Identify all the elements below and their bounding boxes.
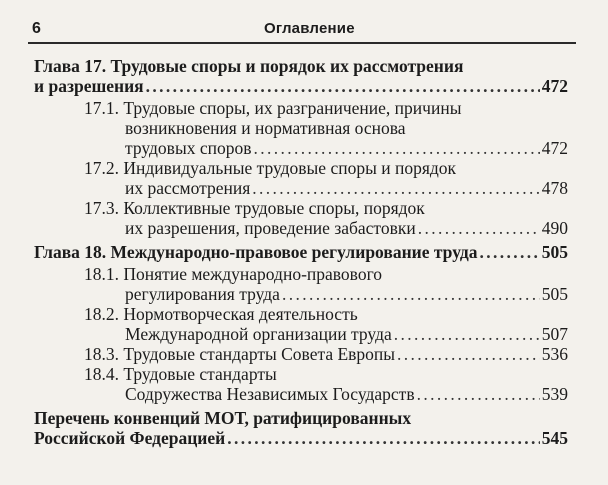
section-number: 18.3. — [84, 344, 119, 364]
leader-dots — [252, 178, 539, 198]
leader-dots — [418, 218, 540, 238]
page-ref: 505 — [541, 284, 568, 304]
page-ref: 505 — [541, 242, 568, 262]
leader-dots — [253, 138, 539, 158]
section-title-line: трудовых споров — [125, 138, 252, 158]
section-title-line: Коллективные трудовые споры, порядок — [123, 198, 425, 218]
toc-entry-18-2[interactable] — [125, 324, 568, 344]
section-number: 18.1. — [84, 264, 119, 284]
toc-entry-17-2[interactable] — [125, 178, 568, 198]
toc-entry-chapter-18[interactable] — [34, 242, 568, 262]
page-number: 6 — [32, 20, 41, 37]
section-17-1-title-cont: возникновения и нормативная основа — [125, 118, 406, 138]
toc-entry-18-1[interactable] — [125, 284, 568, 304]
page-ref: 472 — [541, 138, 568, 158]
section-number: 18.4. — [84, 364, 119, 384]
page-ref: 490 — [541, 218, 568, 238]
chapter-17-title: Глава 17. Трудовые споры и порядок их рассмотрения — [34, 56, 464, 76]
section-title-line: Понятие международно-правового — [123, 264, 383, 284]
section-title-line: Трудовые стандарты — [123, 364, 277, 384]
page-ref: 472 — [541, 76, 568, 96]
section-number: 17.3. — [84, 198, 119, 218]
page-ref: 545 — [541, 428, 568, 448]
section-18-2-title — [84, 304, 358, 324]
section-17-3-title — [84, 198, 425, 218]
appendix-title-cont: Российской Федерацией — [34, 428, 226, 448]
section-title-line: Трудовые стандарты Совета Европы — [123, 344, 396, 364]
page-ref: 478 — [541, 178, 568, 198]
running-title: Оглавление — [264, 20, 355, 37]
page-ref: 539 — [541, 384, 568, 404]
toc-entry-17-1[interactable] — [125, 138, 568, 158]
page-header — [28, 14, 576, 38]
leader-dots — [394, 324, 540, 344]
section-number: 17.2. — [84, 158, 119, 178]
leader-dots — [397, 344, 540, 364]
leader-dots — [227, 428, 540, 448]
section-17-1-title — [84, 98, 461, 118]
toc-entry-18-3[interactable] — [84, 344, 568, 364]
section-title-line: Трудовые споры, их разграничение, причины — [123, 98, 462, 118]
section-number: 17.1. — [84, 98, 119, 118]
toc-entry-17-3[interactable] — [125, 218, 568, 238]
section-title-line: Содружества Независимых Государств — [125, 384, 415, 404]
section-number: 18.2. — [84, 304, 119, 324]
chapter-17-title-cont: и разрешения — [34, 76, 144, 96]
section-17-2-title — [84, 158, 456, 178]
toc-entry-18-4[interactable] — [125, 384, 568, 404]
leader-dots — [417, 384, 540, 404]
leader-dots — [282, 284, 540, 304]
page-ref: 536 — [541, 344, 568, 364]
toc-entry-chapter-17[interactable] — [34, 76, 568, 96]
section-title-line: их разрешения, проведение забастовки — [125, 218, 416, 238]
section-18-4-title — [84, 364, 277, 384]
section-title-line: Нормотворческая деятельность — [123, 304, 358, 324]
leader-dots — [146, 76, 540, 96]
header-rule — [28, 42, 576, 44]
section-18-3-title — [84, 344, 395, 364]
section-title-line: их рассмотрения — [125, 178, 251, 198]
section-18-1-title — [84, 264, 382, 284]
section-title-line: Международной организации труда — [125, 324, 392, 344]
page-ref: 507 — [541, 324, 568, 344]
appendix-title: Перечень конвенций МОТ, ратифицированных — [34, 408, 412, 428]
toc-entry-appendix[interactable] — [34, 428, 568, 448]
section-title-line: Индивидуальные трудовые споры и порядок — [123, 158, 457, 178]
leader-dots — [479, 242, 539, 262]
section-title-line: регулирования труда — [125, 284, 280, 304]
chapter-18-title: Глава 18. Международно-правовое регулирование труда — [34, 242, 478, 262]
